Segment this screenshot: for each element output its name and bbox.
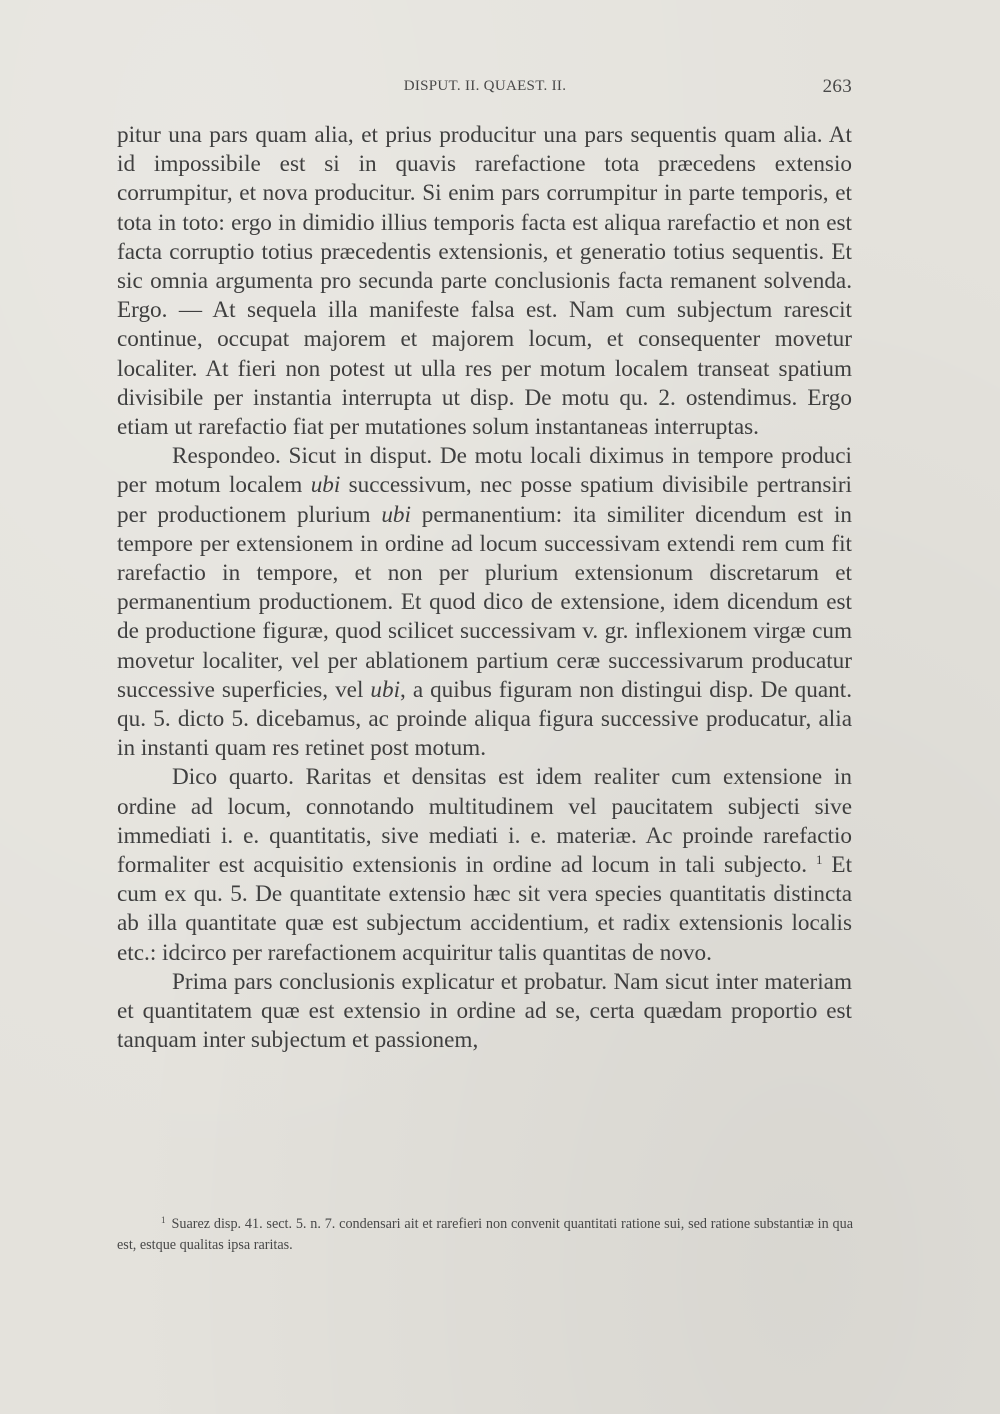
- running-header: [118, 76, 852, 100]
- footnote: [117, 1210, 853, 1256]
- footnote-reference: 1: [815, 852, 823, 868]
- paragraph-3-part-2: Et cum ex qu. 5. De quantitate extensio hæc sit vera species quantitatis distincta ab illa quantitate quæ est subjectum accidentium, et radix extensionis localis etc.: idcirco per rarefactionem acquiritur talis quantitas de novo.: [117, 852, 853, 966]
- italic-term: ubi: [370, 676, 401, 703]
- paragraph-3: [117, 763, 852, 967]
- main-text: [117, 121, 852, 1056]
- paragraph-2: Respondeo. Sicut in disput. De motu locali diximus in tempore produci per motum localem ubi successivum, nec posse spatium divisibile pertransiri per productionem plurium ubi permanentium: ita similiter dicendum est in tempore per extensionem in ordine ad locum successivam extendi rem cum fit rarefactio in tempore, et non per plurium extensionum discretarum et permanentium productionem. Et quod dico de extensione, idem dicendum est de productione figuræ, quod scilicet successivam v. gr. inflexionem virgæ cum movetur localiter, vel per ablationem partium ceræ successivarum producatur successive superficies, vel ubi, a quibus figuram non distingui disp. De quant. qu. 5. dicto 5. dicebamus, ac proinde aliqua figura successive producatur, alia in instanti quam res retinet post motum.: [117, 443, 852, 762]
- paragraph-1: pitur una pars quam alia, et prius producitur una pars sequentis quam alia. At id impossibile est si in quavis rarefactione tota præcedens extensio corrumpitur, et nova producitur. Si enim pars corrumpitur in parte temporis, et tota in toto: ergo in dimidio illius temporis facta est aliqua rarefactio et non est facta corruptio totius præcedentis extensionis, et generatio totius sequentis. Et sic omnia argumenta pro secunda parte conclusionis facta remanent solvenda. Ergo. — At sequela illa manifeste falsa est. Nam cum subjectum rarescit continue, occupat majorem et majorem locum, et consequenter movetur localiter. At fieri non potest ut ulla res per motum localem transeat spatium divisibile per instantia interrupta ut disp. De motu qu. 2. ostendimus. Ergo etiam ut rarefactio fiat per mutationes solum instantaneas interruptas.: [117, 122, 852, 441]
- paragraph-3-part-1: Dico quarto. Raritas et densitas est idem realiter cum extensione in ordine ad locum, connotando multitudinem vel paucitatem subjecti sive immediati i. e. quantitatis, sive mediati i. e. materiæ. Ac proinde rarefactio formaliter est acquisitio extensionis in ordine ad locum in tali subjecto.: [117, 764, 852, 879]
- italic-term: ubi: [381, 501, 411, 528]
- footnote-mark: 1: [161, 1215, 166, 1225]
- page-number: 263: [822, 76, 852, 97]
- running-header-title: DISPUT. II. QUAEST. II.: [403, 78, 567, 94]
- paragraph-4: Prima pars conclusionis explicatur et probatur. Nam sicut inter materiam et quantitatem quæ est extensio in ordine ad se, certa quædam proportio est tanquam inter subjectum et passionem,: [117, 968, 852, 1054]
- footnote-text: Suarez disp. 41. sect. 5. n. 7. condensari ait et rarefieri non convenit quantitati ratione sui, sed ratione substantiæ in qua est, estque qualitas ipsa raritas.: [117, 1216, 853, 1253]
- italic-term: ubi: [310, 472, 341, 499]
